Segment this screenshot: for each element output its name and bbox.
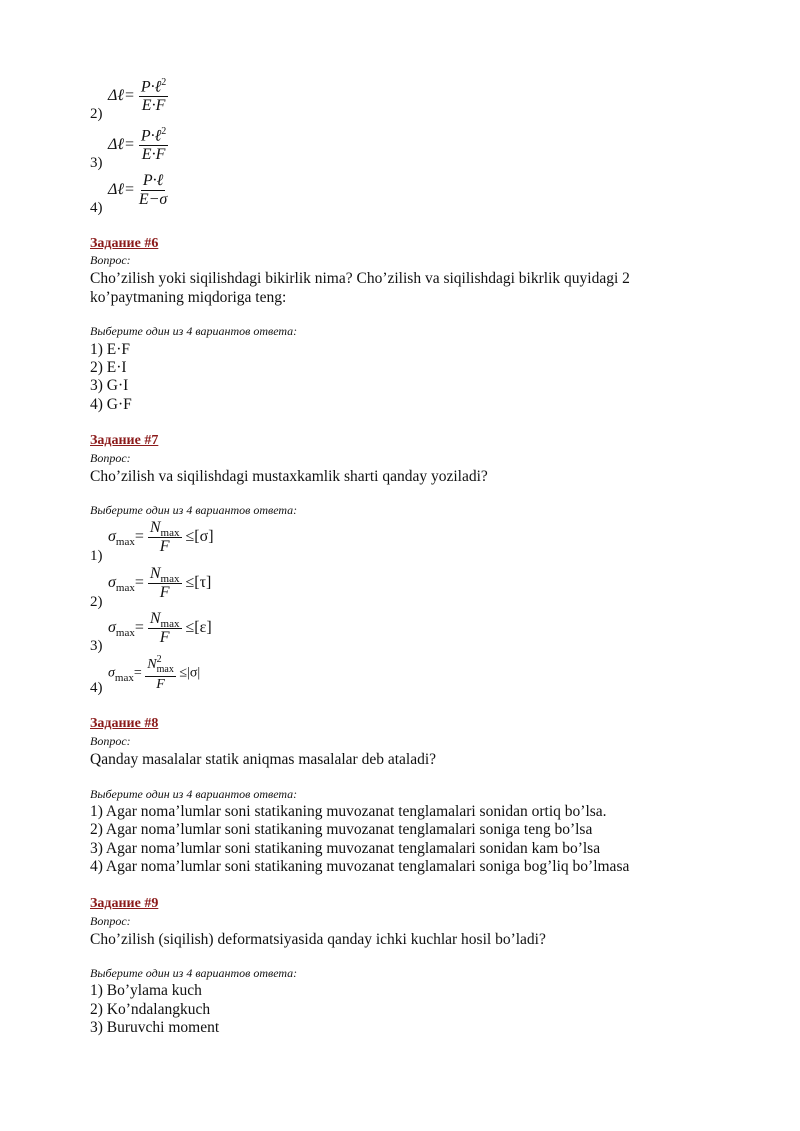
formula-option-3 [108,127,168,163]
formula-fraction [139,78,168,114]
formula-denominator: F [159,538,170,555]
formula-subscript: max [115,582,135,595]
formula-exponent: 2 [161,77,167,88]
formula-denominator: E−σ [138,191,168,208]
task-6-answer-hint: Выберите один из 4 вариантов ответа: [90,324,298,338]
task-6-title: Задание #6 [90,236,159,251]
task-9-question: Cho’zilish (siqilish) deformatsiyasida qanday ichki kuchlar hosil bo’ladi? [90,931,546,948]
formula-numerator: P·ℓ [142,172,164,189]
formula-subscript: max [156,664,174,675]
formula-option-2 [108,78,168,114]
task-7-option-number: 1) [90,548,103,564]
task-8-option-4[interactable]: 4) Agar noma’lumlar soni statikaning muvozanat tenglamalari soniga bog’liq bo’lmasa [90,858,630,875]
question-line: Cho’zilish yoki siqilishdagi bikirlik nima? Cho’zilish va siqilishdagi bikrlik quyidagi 2 [90,270,630,287]
formula-sigma: σ [108,665,115,681]
formula-option-number: 2) [90,106,103,122]
task-6-option-2[interactable]: 2) E·I [90,359,127,376]
task-9-answer-hint: Выберите один из 4 вариантов ответа: [90,966,298,980]
formula-exponent: 2 [156,654,162,665]
task-6-question [90,269,690,307]
formula-numerator: N [149,610,161,627]
formula-sigma: σ [108,619,116,637]
formula-condition: ≤[σ] [185,528,214,546]
formula-equals: = [134,528,144,546]
formula-numerator: N [149,519,161,536]
task-7-option-number: 4) [90,680,103,696]
formula-subscript: max [115,536,135,549]
formula-option-number: 3) [90,155,103,171]
task-7-option-1[interactable] [108,520,214,555]
formula-fraction [145,655,176,692]
formula-subscript: max [160,573,180,585]
formula-condition: ≤[τ] [185,574,212,592]
task-7-question-label: Вопрос: [90,451,131,465]
formula-condition: ≤|σ| [179,665,201,681]
formula-numerator: P·ℓ [140,78,162,96]
task-7-option-4[interactable] [108,655,200,692]
task-7-question: Cho’zilish va siqilishdagi mustaxkamlik sharti qanday yoziladi? [90,468,488,485]
formula-subscript: max [160,618,180,630]
formula-numerator: P·ℓ [140,127,162,145]
task-7-option-2[interactable] [108,566,211,601]
task-8-question-label: Вопрос: [90,734,131,748]
formula-denominator: E·F [141,146,166,164]
task-9-title: Задание #9 [90,896,159,911]
task-6-option-4[interactable]: 4) G·F [90,396,132,413]
task-9-option-2[interactable]: 2) Ko’ndalangkuch [90,1001,211,1018]
formula-denominator: F [156,677,165,692]
task-8-answer-hint: Выберите один из 4 вариантов ответа: [90,787,298,801]
formula-equals: = [133,665,142,681]
task-7-option-number: 2) [90,594,103,610]
formula-condition: ≤[ε] [185,619,212,637]
formula-fraction [139,127,168,163]
task-7-option-3[interactable] [108,611,212,646]
task-9-question-label: Вопрос: [90,914,131,928]
formula-sigma: σ [108,574,116,592]
formula-fraction [148,520,182,555]
formula-equals: = [134,619,144,637]
task-8-option-2[interactable]: 2) Agar noma’lumlar soni statikaning muvozanat tenglamalari soniga teng bo’lsa [90,821,593,838]
formula-lhs: Δℓ= [108,135,135,153]
formula-fraction [139,173,167,208]
formula-subscript: max [115,627,135,640]
formula-fraction [148,566,182,601]
task-8-title: Задание #8 [90,716,159,731]
formula-denominator: F [159,584,170,601]
formula-option-number: 4) [90,200,103,216]
formula-subscript: max [160,527,180,539]
formula-lhs: Δℓ= [108,181,135,199]
formula-denominator: E·F [141,97,166,115]
task-6-question-label: Вопрос: [90,253,131,267]
formula-numerator: N [147,657,157,673]
task-9-option-3[interactable]: 3) Buruvchi moment [90,1019,220,1036]
formula-subscript: max [114,671,134,684]
formula-sigma: σ [108,528,116,546]
formula-lhs: Δℓ= [108,86,135,104]
formula-exponent: 2 [161,126,167,137]
formula-option-4 [108,173,167,208]
formula-denominator: F [159,629,170,646]
task-7-option-number: 3) [90,638,103,654]
task-6-option-3[interactable]: 3) G·I [90,377,129,394]
formula-fraction [148,611,182,646]
task-9-option-1[interactable]: 1) Bo’ylama kuch [90,982,202,999]
task-6-option-1[interactable]: 1) E·F [90,341,131,358]
task-8-question: Qanday masalalar statik aniqmas masalalar deb ataladi? [90,751,437,768]
task-8-option-3[interactable]: 3) Agar noma’lumlar soni statikaning muvozanat tenglamalari sonidan kam bo’lsa [90,840,601,857]
formula-equals: = [134,574,144,592]
task-7-answer-hint: Выберите один из 4 вариантов ответа: [90,503,298,517]
formula-numerator: N [149,565,161,582]
question-line: ko’paytmaning miqdoriga teng: [90,289,287,306]
task-8-option-1[interactable]: 1) Agar noma’lumlar soni statikaning muvozanat tenglamalari sonidan ortiq bo’lsa. [90,803,607,820]
task-7-title: Задание #7 [90,433,159,448]
